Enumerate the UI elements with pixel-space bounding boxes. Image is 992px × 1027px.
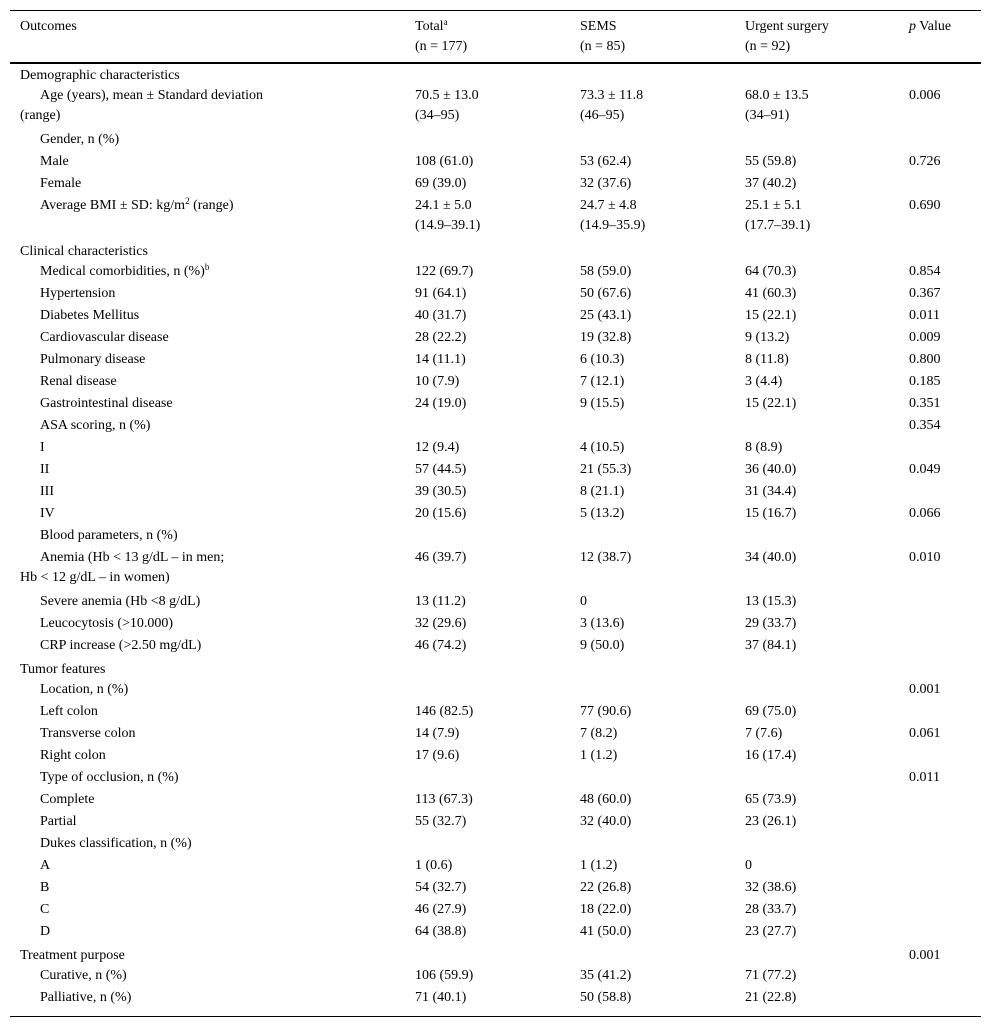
- table-cell: [899, 438, 981, 460]
- table-cell: Transverse colon: [40, 726, 136, 741]
- table-cell: 50 (58.8): [580, 990, 632, 1005]
- table-row: [10, 922, 981, 944]
- table-cell: I: [40, 440, 45, 455]
- table-cell: 3 (4.4): [745, 374, 783, 389]
- table-cell: 0.011: [909, 308, 940, 323]
- header-total: Total$^a$ (n = 177): [415, 17, 468, 54]
- table-cell: 41 (50.0): [580, 924, 632, 939]
- table-cell: Pulmonary disease: [40, 352, 146, 367]
- table-row: [10, 702, 981, 724]
- table-cell: 23 (27.7): [745, 924, 797, 939]
- table-cell: 18 (22.0): [580, 902, 632, 917]
- table-cell: [899, 790, 981, 812]
- table-cell: 1 (0.6): [415, 858, 453, 873]
- table-cell: Renal disease: [40, 374, 117, 389]
- table-cell: [899, 174, 981, 196]
- table-row: [10, 394, 981, 416]
- table-cell: 8 (21.1): [580, 484, 625, 499]
- table-cell: 15 (22.1): [745, 308, 797, 323]
- table-cell: [735, 416, 899, 438]
- table-cell: 0.351: [909, 396, 941, 411]
- table-cell: 0.726: [909, 154, 941, 169]
- table-cell: [735, 768, 899, 790]
- table-cell: 28 (33.7): [745, 902, 797, 917]
- table-cell: 48 (60.0): [580, 792, 632, 807]
- table-cell: [735, 834, 899, 856]
- table-row: [10, 636, 981, 658]
- table-cell: [735, 526, 899, 548]
- table-cell: [405, 944, 570, 966]
- table-cell: 24 (19.0): [415, 396, 467, 411]
- table-cell: [899, 636, 981, 658]
- table-cell: 36 (40.0): [745, 462, 797, 477]
- table-cell: 9 (13.2): [745, 330, 790, 345]
- table-cell: 0.009: [909, 330, 941, 345]
- table-row: [10, 812, 981, 834]
- table-cell: 0.367: [909, 286, 941, 301]
- table-cell: 1 (1.2): [580, 858, 618, 873]
- table-cell: [735, 130, 899, 152]
- table-cell: 21 (22.8): [745, 990, 797, 1005]
- table-cell: IV: [40, 506, 55, 521]
- table-cell: [405, 834, 570, 856]
- table-cell: 35 (41.2): [580, 968, 632, 983]
- table-cell: Diabetes Mellitus: [40, 308, 140, 323]
- table-cell: 46 (39.7): [415, 550, 467, 565]
- table-cell: [570, 944, 735, 966]
- table-cell: Cardiovascular disease: [40, 330, 169, 345]
- table-cell: [570, 130, 735, 152]
- table-cell: II: [40, 462, 50, 477]
- table-cell: 1 (1.2): [580, 748, 618, 763]
- table-cell: 39 (30.5): [415, 484, 467, 499]
- table-cell: 32 (38.6): [745, 880, 797, 895]
- table-row: [10, 130, 981, 152]
- table-cell: Hypertension: [40, 286, 116, 301]
- table-row: [10, 680, 981, 702]
- table-cell: 65 (73.9): [745, 792, 797, 807]
- table-row: [10, 350, 981, 372]
- table-cell: [570, 416, 735, 438]
- table-cell: 7 (8.2): [580, 726, 618, 741]
- table-cell: 19 (32.8): [580, 330, 632, 345]
- table-cell: 32 (40.0): [580, 814, 632, 829]
- table-cell: Curative, n (%): [40, 968, 127, 983]
- table-cell: CRP increase (>2.50 mg/dL): [40, 638, 202, 653]
- table-cell: 0.001: [909, 948, 941, 963]
- table-row: [10, 878, 981, 900]
- table-row: [10, 614, 981, 636]
- table-cell: 32 (29.6): [415, 616, 467, 631]
- table-cell: 106 (59.9): [415, 968, 474, 983]
- table-cell: Left colon: [40, 704, 98, 719]
- outcomes-table: [10, 11, 981, 1010]
- table-cell: 46 (74.2): [415, 638, 467, 653]
- table-cell: [899, 482, 981, 504]
- table-row: [10, 284, 981, 306]
- table-cell: 32 (37.6): [580, 176, 632, 191]
- table-cell: [899, 614, 981, 636]
- table-cell: 40 (31.7): [415, 308, 467, 323]
- table-cell: Medical comorbidities, n (%)$^b$: [40, 262, 210, 279]
- table-row: [10, 856, 981, 878]
- table-cell: [899, 856, 981, 878]
- table-row: [10, 592, 981, 614]
- table-cell: Anemia (Hb < 13 g/dL – in men; Hb < 12 g/dL – in women): [20, 550, 225, 585]
- table-row: [10, 262, 981, 284]
- table-row: [10, 328, 981, 350]
- table-cell: A: [40, 858, 51, 873]
- table-cell: [405, 768, 570, 790]
- table-cell: 8 (8.9): [745, 440, 783, 455]
- table-cell: 0: [580, 594, 587, 609]
- table-cell: [735, 944, 899, 966]
- table-cell: 113 (67.3): [415, 792, 473, 807]
- table-row: [10, 900, 981, 922]
- table-cell: 13 (11.2): [415, 594, 466, 609]
- table-cell: Dukes classification, n (%): [40, 836, 192, 851]
- section-clinical: [10, 240, 981, 262]
- table-cell: 64 (70.3): [745, 264, 797, 279]
- table-cell: [899, 130, 981, 152]
- table-row: [10, 768, 981, 790]
- table-cell: 0.006: [909, 88, 941, 103]
- table-cell: [899, 966, 981, 988]
- table-cell: 23 (26.1): [745, 814, 797, 829]
- table-row: [10, 438, 981, 460]
- table-cell: 24.1 ± 5.0 (14.9–39.1): [415, 198, 481, 233]
- table-cell: 14 (7.9): [415, 726, 460, 741]
- table-cell: Treatment purpose: [20, 948, 125, 963]
- table-row: [10, 416, 981, 438]
- header-urgent-surgery: Urgent surgery (n = 92): [745, 19, 829, 54]
- table-row: [10, 460, 981, 482]
- table-cell: Female: [40, 176, 82, 191]
- table-cell: 0.800: [909, 352, 941, 367]
- table-cell: 15 (16.7): [745, 506, 797, 521]
- table-cell: 25.1 ± 5.1 (17.7–39.1): [745, 198, 811, 233]
- header-p-value: p Value: [909, 19, 952, 34]
- results-table-container: [10, 10, 981, 1017]
- table-header-row: [10, 11, 981, 63]
- table-cell: 69 (75.0): [745, 704, 797, 719]
- table-cell: D: [40, 924, 51, 939]
- table-cell: 21 (55.3): [580, 462, 632, 477]
- table-cell: 71 (40.1): [415, 990, 467, 1005]
- table-cell: 70.5 ± 13.0 (34–95): [415, 88, 479, 123]
- table-cell: 77 (90.6): [580, 704, 632, 719]
- table-cell: Location, n (%): [40, 682, 129, 697]
- table-cell: Severe anemia (Hb <8 g/dL): [40, 594, 201, 609]
- table-cell: [899, 900, 981, 922]
- table-cell: Leucocytosis (>10.000): [40, 616, 174, 631]
- table-cell: [570, 768, 735, 790]
- section-tumor: [10, 658, 981, 680]
- table-cell: 0.354: [909, 418, 941, 433]
- table-cell: Complete: [40, 792, 95, 807]
- table-cell: 16 (17.4): [745, 748, 797, 763]
- table-cell: Blood parameters, n (%): [40, 528, 178, 543]
- table-row: [10, 790, 981, 812]
- table-cell: [570, 680, 735, 702]
- table-row: [10, 724, 981, 746]
- table-row: [10, 372, 981, 394]
- table-cell: 13 (15.3): [745, 594, 797, 609]
- table-cell: [899, 702, 981, 724]
- header-outcomes: Outcomes: [20, 19, 77, 34]
- table-cell: Male: [40, 154, 69, 169]
- table-row: [10, 834, 981, 856]
- table-cell: Type of occlusion, n (%): [40, 770, 179, 785]
- table-cell: 58 (59.0): [580, 264, 632, 279]
- table-cell: 24.7 ± 4.8 (14.9–35.9): [580, 198, 646, 233]
- table-cell: [405, 680, 570, 702]
- table-row: [10, 526, 981, 548]
- table-cell: 0.049: [909, 462, 941, 477]
- table-cell: 17 (9.6): [415, 748, 460, 763]
- table-cell: 7 (12.1): [580, 374, 625, 389]
- table-cell: 4 (10.5): [580, 440, 625, 455]
- table-cell: [899, 922, 981, 944]
- table-cell: 146 (82.5): [415, 704, 474, 719]
- table-cell: 8 (11.8): [745, 352, 789, 367]
- table-cell: 10 (7.9): [415, 374, 460, 389]
- table-cell: [899, 746, 981, 768]
- table-cell: ASA scoring, n (%): [40, 418, 151, 433]
- table-cell: 91 (64.1): [415, 286, 467, 301]
- table-cell: 71 (77.2): [745, 968, 797, 983]
- table-cell: 14 (11.1): [415, 352, 466, 367]
- table-row: [10, 966, 981, 988]
- table-cell: 31 (34.4): [745, 484, 797, 499]
- table-cell: 0.011: [909, 770, 940, 785]
- table-cell: 0.001: [909, 682, 941, 697]
- table-cell: 57 (44.5): [415, 462, 467, 477]
- table-row: [10, 504, 981, 526]
- table-cell: 37 (84.1): [745, 638, 797, 653]
- table-cell: 0.010: [909, 550, 941, 565]
- table-cell: 0: [745, 858, 752, 873]
- table-cell: 28 (22.2): [415, 330, 467, 345]
- table-cell: 64 (38.8): [415, 924, 467, 939]
- table-cell: Gastrointestinal disease: [40, 396, 173, 411]
- table-row: [10, 548, 981, 592]
- table-cell: 20 (15.6): [415, 506, 467, 521]
- table-cell: [405, 526, 570, 548]
- table-row: [10, 196, 981, 240]
- table-cell: Tumor features: [20, 662, 106, 677]
- table-cell: 34 (40.0): [745, 550, 797, 565]
- table-cell: 22 (26.8): [580, 880, 632, 895]
- table-cell: Gender, n (%): [40, 132, 120, 147]
- section-demographic: [10, 63, 981, 86]
- table-cell: Average BMI ± SD: $kg/m^2$ (range): [40, 196, 234, 213]
- table-cell: 68.0 ± 13.5 (34–91): [745, 88, 809, 123]
- table-row: [10, 86, 981, 130]
- table-cell: [899, 834, 981, 856]
- table-cell: Right colon: [40, 748, 106, 763]
- table-cell: 54 (32.7): [415, 880, 467, 895]
- table-cell: 55 (32.7): [415, 814, 467, 829]
- table-row: [10, 988, 981, 1010]
- table-row: [10, 152, 981, 174]
- table-row: [10, 482, 981, 504]
- table-cell: 46 (27.9): [415, 902, 467, 917]
- table-cell: 12 (38.7): [580, 550, 632, 565]
- table-cell: 6 (10.3): [580, 352, 625, 367]
- table-cell: 0.185: [909, 374, 941, 389]
- table-cell: 37 (40.2): [745, 176, 797, 191]
- table-bottom-rule: [10, 1016, 981, 1017]
- table-cell: 12 (9.4): [415, 440, 460, 455]
- table-cell: 53 (62.4): [580, 154, 632, 169]
- table-cell: C: [40, 902, 50, 917]
- table-cell: 5 (13.2): [580, 506, 625, 521]
- table-cell: 9 (15.5): [580, 396, 625, 411]
- table-cell: 50 (67.6): [580, 286, 632, 301]
- table-cell: Partial: [40, 814, 77, 829]
- table-cell: III: [40, 484, 54, 499]
- table-cell: Palliative, n (%): [40, 990, 132, 1005]
- table-cell: 73.3 ± 11.8 (46–95): [580, 88, 644, 123]
- table-cell: 0.690: [909, 198, 941, 213]
- table-cell: 0.854: [909, 264, 941, 279]
- table-cell: 108 (61.0): [415, 154, 474, 169]
- table-cell: Demographic characteristics: [20, 68, 180, 83]
- table-cell: 69 (39.0): [415, 176, 467, 191]
- table-cell: 0.066: [909, 506, 941, 521]
- table-cell: 55 (59.8): [745, 154, 797, 169]
- table-cell: 25 (43.1): [580, 308, 632, 323]
- table-row: [10, 306, 981, 328]
- table-cell: 29 (33.7): [745, 616, 797, 631]
- table-cell: 0.061: [909, 726, 941, 741]
- table-cell: 15 (22.1): [745, 396, 797, 411]
- header-sems: SEMS (n = 85): [580, 19, 626, 54]
- table-cell: [899, 988, 981, 1010]
- table-cell: 9 (50.0): [580, 638, 625, 653]
- table-cell: [570, 834, 735, 856]
- table-cell: 3 (13.6): [580, 616, 625, 631]
- table-cell: [899, 812, 981, 834]
- table-row: [10, 746, 981, 768]
- table-cell: [405, 130, 570, 152]
- table-cell: B: [40, 880, 50, 895]
- table-cell: [899, 878, 981, 900]
- table-cell: 122 (69.7): [415, 264, 474, 279]
- table-cell: 7 (7.6): [745, 726, 783, 741]
- table-cell: [570, 526, 735, 548]
- table-cell: Age (years), mean ± Standard deviation (range): [20, 88, 264, 123]
- table-cell: [899, 526, 981, 548]
- table-cell: [735, 680, 899, 702]
- table-cell: [899, 592, 981, 614]
- table-cell: 41 (60.3): [745, 286, 797, 301]
- table-cell: [405, 416, 570, 438]
- table-row: [10, 174, 981, 196]
- table-cell: Clinical characteristics: [20, 244, 148, 259]
- section-treatment-purpose: [10, 944, 981, 966]
